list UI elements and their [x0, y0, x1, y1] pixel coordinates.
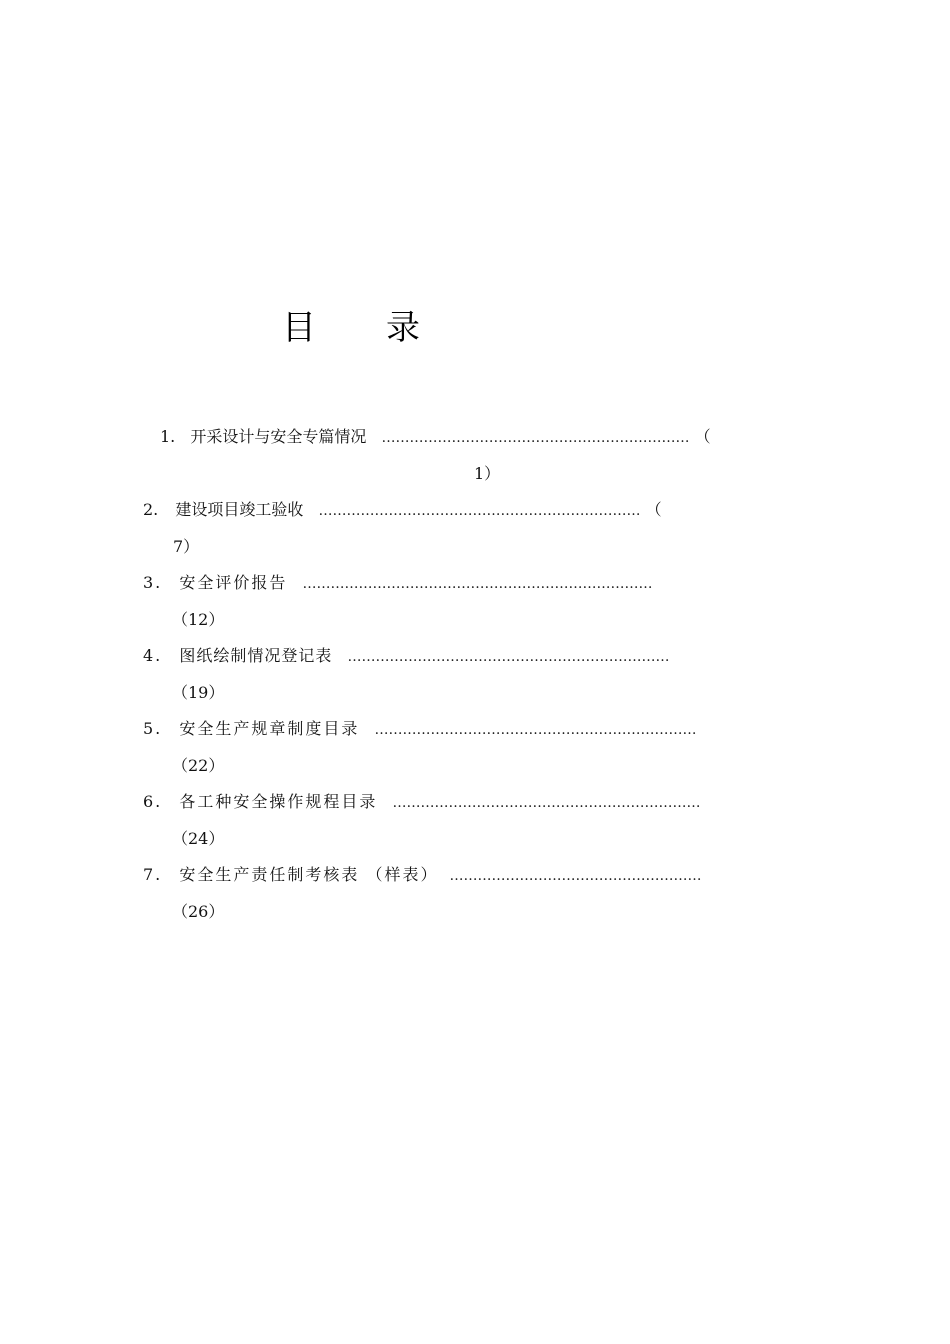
toc-entry-label: 安全评价报告 — [179, 573, 288, 592]
toc-entry-7-page: （26） — [172, 902, 225, 921]
toc-entry-2-page: 7） — [173, 537, 200, 556]
toc-entry-4[interactable] — [143, 643, 808, 669]
toc-entry-4-page: （19） — [172, 683, 225, 702]
toc-entry-leader: ……………………………………………… — [449, 868, 702, 884]
toc-entry-number: 2. — [143, 500, 159, 519]
toc-entry-leader: …………………………………………………………… — [347, 649, 670, 665]
toc-entry-open-paren: （ — [694, 427, 711, 446]
toc-entry-6-page: （24） — [172, 829, 225, 848]
toc-entry-label: 开采设计与安全专篇情况 — [190, 427, 367, 446]
toc-entry-open-paren: （ — [645, 500, 662, 519]
toc-entry-label: 安全生产规章制度目录 — [179, 719, 360, 738]
title-char-1: 目 — [282, 308, 316, 348]
toc-entry-5-page: （22） — [172, 756, 225, 775]
toc-entry-1[interactable] — [160, 424, 800, 450]
toc-entry-1-page: 1） — [474, 464, 501, 483]
toc-entry-2[interactable] — [143, 497, 808, 523]
toc-entry-number: 7. — [143, 865, 163, 884]
toc-entry-label: 各工种安全操作规程目录 — [179, 792, 378, 811]
toc-entry-leader: ………………………………………………………………… — [302, 576, 653, 592]
toc-entry-3-page: （12） — [172, 610, 225, 629]
toc-entry-label: 安全生产责任制考核表 （样表） — [179, 865, 439, 884]
toc-entry-leader: ………………………………………………………… — [381, 430, 690, 446]
toc-entry-label: 图纸绘制情况登记表 — [179, 646, 333, 665]
toc-entry-5[interactable] — [143, 716, 808, 742]
toc-entry-leader: ………………………………………………………… — [392, 795, 701, 811]
toc-entry-label: 建设项目竣工验收 — [175, 500, 304, 519]
toc-entry-leader: …………………………………………………………… — [374, 722, 697, 738]
title-char-2: 录 — [386, 308, 420, 348]
toc-entry-6[interactable] — [143, 789, 808, 815]
toc-entry-leader: …………………………………………………………… — [318, 503, 641, 519]
toc-entry-number: 6. — [143, 792, 163, 811]
toc-entry-number: 1. — [160, 427, 176, 446]
toc-entry-number: 5. — [143, 719, 163, 738]
toc-entry-3[interactable] — [143, 570, 808, 596]
toc-entry-number: 3. — [143, 573, 163, 592]
toc-entry-number: 4. — [143, 646, 163, 665]
toc-entry-7[interactable] — [143, 862, 808, 888]
